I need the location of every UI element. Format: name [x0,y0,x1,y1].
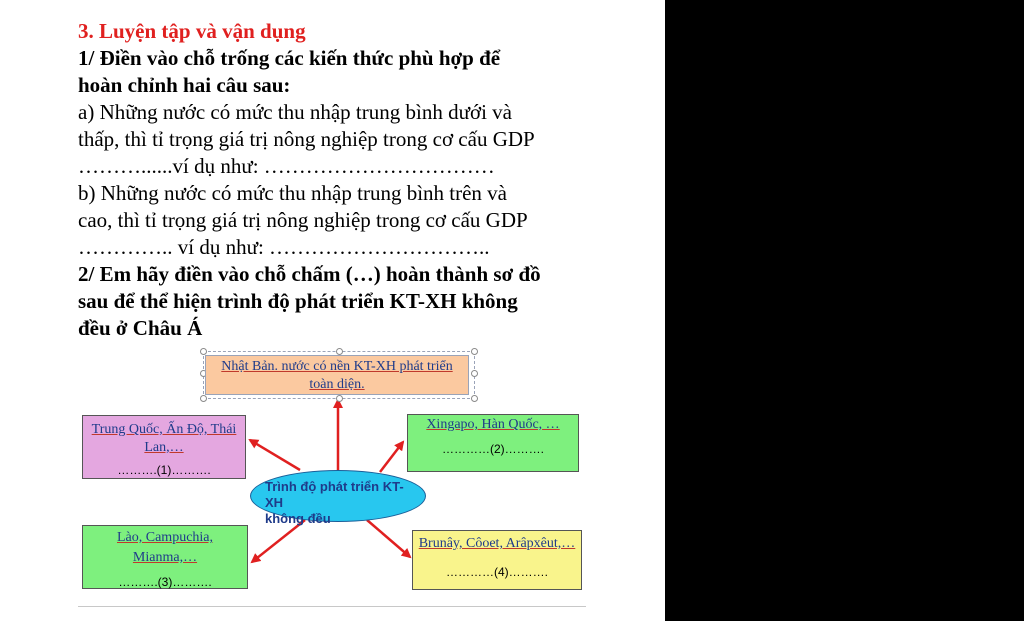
box-japan [205,355,469,395]
item-a-line-3: ………......ví dụ như: …………………………… [78,154,495,178]
resize-handle [200,395,207,402]
arrow-to-top-right [380,442,403,472]
question-2-line-1: 2/ Em hãy điền vào chỗ chấm (…) hoàn thành sơ đồ [78,262,541,286]
question-1-line-1: 1/ Điền vào chỗ trống các kiến thức phù hợp để [78,46,501,70]
black-side-panel [665,0,1024,621]
arrow-to-top-left [250,440,300,470]
box-bottom-right [412,530,582,590]
blank-1: ……….(1)………. [117,463,211,477]
resize-handle [471,348,478,355]
box-japan-line-1: Nhật Bản. nước có nền KT-XH phát triển [221,359,453,374]
center-line-2: không đều [265,511,331,526]
resize-handle [336,395,343,402]
box-top-right [407,414,579,472]
box-bottom-right-line-1: Brunây, Côoet, Arâpxêut,… [418,536,576,551]
blank-4: …………(4)………. [446,565,548,579]
resize-handle [200,348,207,355]
box-top-left [82,415,246,479]
bottom-divider [78,606,586,607]
box-top-left-line-2: Lan,… [144,440,184,455]
item-b-line-2: cao, thì tỉ trọng giá trị nông nghiệp trong cơ cấu GDP [78,208,528,232]
box-japan-line-2: toàn diện. [309,377,365,392]
resize-handle [471,395,478,402]
item-b-line-3: ………….. ví dụ như: ………………………….. [78,235,490,259]
resize-handle [336,348,343,355]
item-b-line-1: b) Những nước có mức thu nhập trung bình trên và [78,181,507,205]
box-top-left-line-1: Trung Quốc, Ấn Độ, Thái [91,422,237,437]
question-2-line-3: đều ở Châu Á [78,316,203,340]
box-bottom-left-line-1: Lào, Campuchia, [116,530,214,545]
section-heading: 3. Luyện tập và vận dụng [78,19,306,43]
box-top-right-line-1: Xingapo, Hàn Quốc, … [426,417,560,432]
box-bottom-left-line-2: Mianma,… [132,550,198,565]
question-2-line-2: sau để thể hiện trình độ phát triển KT-XH không [78,289,518,313]
center-line-1: Trình độ phát triển KT-XH [265,479,404,510]
blank-3: ……….(3)………. [118,575,212,589]
question-1-line-2: hoàn chỉnh hai câu sau: [78,73,291,97]
center-ellipse [250,470,426,526]
item-a-line-2: thấp, thì tỉ trọng giá trị nông nghiệp trong cơ cấu GDP [78,127,535,151]
resize-handle [471,370,478,377]
blank-2: …………(2)………. [442,442,544,456]
item-a-line-1: a) Những nước có mức thu nhập trung bình dưới và [78,100,512,124]
box-bottom-left [82,525,248,589]
